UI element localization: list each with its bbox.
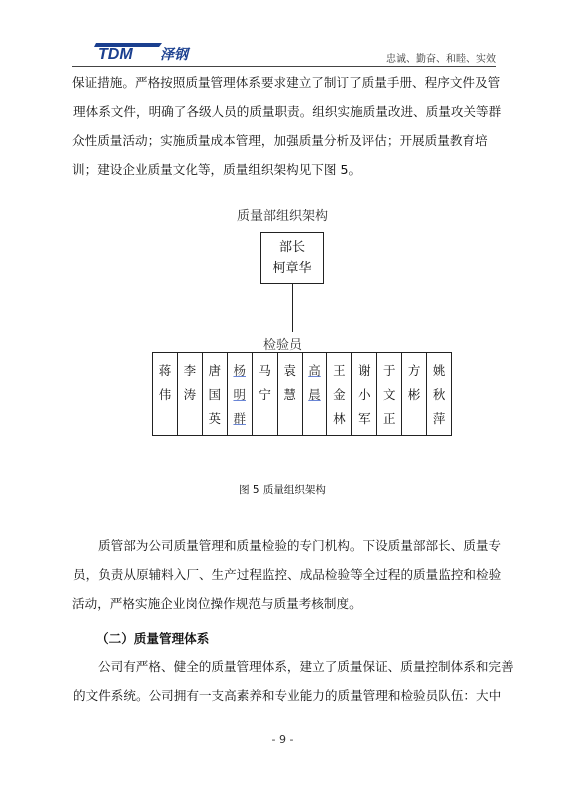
name-char: 英 bbox=[208, 411, 222, 426]
name-char: 伟 bbox=[158, 387, 172, 402]
inspector-cell bbox=[178, 353, 203, 435]
name-char: 小 bbox=[358, 387, 371, 402]
inspector-cell bbox=[253, 353, 278, 435]
name-char: 马 bbox=[258, 363, 271, 378]
name-char: 文 bbox=[383, 387, 396, 402]
page-header bbox=[72, 36, 496, 67]
name-char: 方 bbox=[407, 363, 421, 378]
logo-cn-text: 泽钢 bbox=[160, 47, 188, 62]
connector-line bbox=[292, 284, 293, 332]
inspectors-label: 检验员 bbox=[262, 338, 302, 353]
name-char: 金 bbox=[333, 387, 346, 402]
name-char: 群 bbox=[233, 411, 246, 426]
intro-line-3: 众性质量活动；实施质量成本管理，加强质量分析及评估；开展质量教育培 bbox=[72, 133, 488, 148]
inspector-cell bbox=[402, 353, 427, 435]
name-char: 蒋 bbox=[158, 363, 172, 378]
inspector-cell bbox=[427, 353, 451, 435]
intro-line-1: 保证措施。严格按照质量管理体系要求建立了制订了质量手册、程序文件及管 bbox=[72, 75, 501, 90]
name-char: 谢 bbox=[358, 363, 371, 378]
inspector-cell bbox=[153, 353, 178, 435]
name-char: 袁 bbox=[283, 363, 296, 378]
figure-caption: 图 5 质量组织架构 bbox=[239, 484, 326, 496]
name-char: 慧 bbox=[283, 387, 296, 402]
name-char: 姚 bbox=[432, 363, 446, 378]
department-head-box bbox=[260, 232, 324, 284]
name-char: 正 bbox=[383, 411, 396, 426]
name-char: 于 bbox=[383, 363, 396, 378]
para2-line-2: 员，负责从原辅料入厂、生产过程监控、成品检验等全过程的质量监控和检验 bbox=[73, 567, 502, 582]
head-role: 部长 bbox=[278, 240, 305, 255]
inspector-cell bbox=[327, 353, 352, 435]
section-heading: （二）质量管理体系 bbox=[96, 631, 210, 646]
logo-text: TDM bbox=[98, 46, 133, 62]
name-char: 晨 bbox=[308, 387, 321, 402]
page-number: - 9 - bbox=[271, 733, 294, 746]
name-char: 萍 bbox=[432, 411, 446, 426]
name-char: 秋 bbox=[432, 387, 446, 402]
para2-line-3: 活动，严格实施企业岗位操作规范与质量考核制度。 bbox=[72, 596, 362, 611]
name-char: 李 bbox=[183, 363, 197, 378]
inspector-cell bbox=[377, 353, 402, 435]
name-char: 国 bbox=[208, 387, 222, 402]
company-logo bbox=[94, 40, 214, 62]
intro-line-4: 训；建设企业质量文化等，质量组织架构见下图 5。 bbox=[72, 162, 362, 177]
inspector-cell bbox=[203, 353, 228, 435]
inspector-cell bbox=[303, 353, 328, 435]
inspector-cell bbox=[352, 353, 377, 435]
para3-line-1: 公司有严格、健全的质量管理体系，建立了质量保证、质量控制体系和完善 bbox=[98, 659, 514, 674]
inspector-list bbox=[152, 352, 452, 436]
name-char: 高 bbox=[308, 363, 321, 378]
name-char: 涛 bbox=[183, 387, 197, 402]
name-char: 明 bbox=[233, 387, 246, 402]
name-char: 彬 bbox=[407, 387, 421, 402]
name-char: 杨 bbox=[233, 363, 246, 378]
name-char: 唐 bbox=[208, 363, 222, 378]
name-char: 宁 bbox=[258, 387, 271, 402]
header-slogan: 忠诚、勤奋、和睦、实效 bbox=[386, 54, 496, 65]
inspector-cell bbox=[278, 353, 303, 435]
para3-line-2: 的文件系统。公司拥有一支高素养和专业能力的质量管理和检验员队伍：大中 bbox=[73, 688, 502, 703]
para2-line-1: 质管部为公司质量管理和质量检验的专门机构。下设质量部部长、质量专 bbox=[98, 538, 501, 553]
inspector-cell bbox=[228, 353, 253, 435]
intro-line-2: 理体系文件，明确了各级人员的质量职责。组织实施质量改进、质量攻关等群 bbox=[73, 104, 502, 119]
head-name: 柯章华 bbox=[272, 261, 312, 276]
name-char: 军 bbox=[358, 411, 371, 426]
name-char: 林 bbox=[333, 411, 346, 426]
name-char: 王 bbox=[333, 363, 346, 378]
org-chart-title: 质量部组织架构 bbox=[236, 209, 328, 224]
